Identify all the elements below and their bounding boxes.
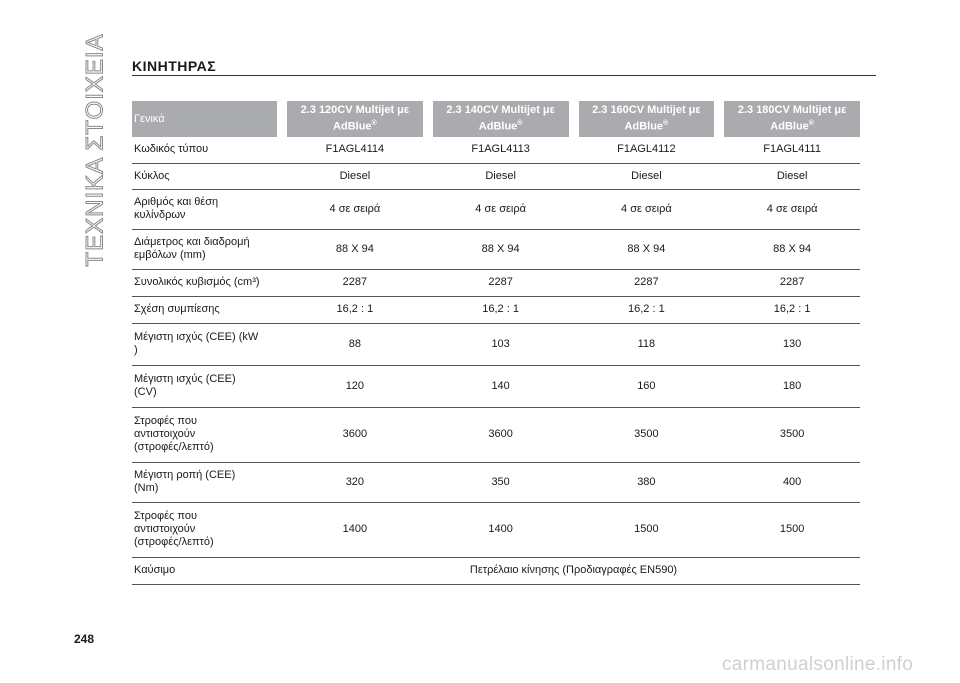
header-engine-120 <box>287 101 423 137</box>
cell-gap <box>277 407 287 462</box>
row-label: Καύσιμο <box>132 557 277 584</box>
row-label: Μέγιστη ισχύς (CEE) (CV) <box>132 365 277 407</box>
row-value: 180 <box>724 365 860 407</box>
cell-gap <box>423 229 433 269</box>
cell-gap <box>423 163 433 189</box>
row-value: 1400 <box>287 502 423 557</box>
table-row <box>132 365 860 407</box>
cell-gap <box>714 462 724 502</box>
watermark: carmanualsonline.info <box>722 654 914 675</box>
table-row <box>132 462 860 502</box>
row-value: 88 X 94 <box>724 229 860 269</box>
section-side-title-text: ΤΕΧΝΙΚΑ ΣΤΟΙΧΕΙΑ <box>82 33 109 267</box>
row-value: 103 <box>433 323 569 365</box>
row-value: 88 X 94 <box>579 229 715 269</box>
row-value: 1500 <box>724 502 860 557</box>
engine-spec-table <box>132 101 860 585</box>
table-row-fuel <box>132 557 860 584</box>
cell-gap <box>277 189 287 229</box>
registered-mark: ® <box>371 120 377 128</box>
cell-gap <box>569 296 579 323</box>
row-value: 4 σε σειρά <box>724 189 860 229</box>
header-line1: 2.3 140CV Multijet με <box>446 104 555 117</box>
cell-gap <box>714 365 724 407</box>
cell-gap <box>714 269 724 296</box>
cell-gap <box>277 269 287 296</box>
cell-gap <box>569 137 579 163</box>
header-line1: 2.3 180CV Multijet με <box>737 104 847 117</box>
row-label: Στροφές που αντιστοιχούν (στροφές/λεπτό) <box>132 502 277 557</box>
table-header-row <box>132 101 860 137</box>
cell-gap <box>569 407 579 462</box>
cell-gap <box>569 269 579 296</box>
cell-gap <box>714 229 724 269</box>
table-row <box>132 502 860 557</box>
row-value: F1AGL4113 <box>433 137 569 163</box>
row-value: 4 σε σειρά <box>287 189 423 229</box>
row-value: 16,2 : 1 <box>287 296 423 323</box>
header-line2: AdBlue <box>478 120 518 133</box>
cell-gap <box>569 163 579 189</box>
header-line2: AdBlue <box>770 120 809 133</box>
row-value: 400 <box>724 462 860 502</box>
cell-gap <box>714 502 724 557</box>
cell-gap <box>423 502 433 557</box>
cell-gap <box>423 269 433 296</box>
row-value: F1AGL4114 <box>287 137 423 163</box>
cell-gap <box>277 229 287 269</box>
cell-gap <box>277 323 287 365</box>
row-value: 320 <box>287 462 423 502</box>
row-label: Μέγιστη ισχύς (CEE) (kW ) <box>132 323 277 365</box>
table-body <box>132 137 860 584</box>
row-label: Κωδικός τύπου <box>132 137 277 163</box>
row-value: 160 <box>579 365 715 407</box>
table-row <box>132 137 860 163</box>
row-value: 1400 <box>433 502 569 557</box>
row-value: 380 <box>579 462 715 502</box>
cell-gap <box>277 163 287 189</box>
table-row <box>132 296 860 323</box>
page-title: ΚΙΝΗΤΗΡΑΣ <box>132 58 217 74</box>
row-label: Κύκλος <box>132 163 277 189</box>
cell-gap <box>569 323 579 365</box>
cell-gap <box>714 163 724 189</box>
header-line1: 2.3 160CV Multijet με <box>592 104 701 117</box>
cell-gap <box>423 407 433 462</box>
row-value: 88 X 94 <box>433 229 569 269</box>
row-value: F1AGL4111 <box>724 137 860 163</box>
row-value: 3500 <box>724 407 860 462</box>
row-value: 88 X 94 <box>287 229 423 269</box>
header-engine-180 <box>724 101 860 137</box>
row-value: 3600 <box>433 407 569 462</box>
row-value: 16,2 : 1 <box>724 296 860 323</box>
row-label: Στροφές που αντιστοιχούν (στροφές/λεπτό) <box>132 407 277 462</box>
row-value: F1AGL4112 <box>579 137 715 163</box>
row-value: Diesel <box>724 163 860 189</box>
cell-gap <box>277 365 287 407</box>
table-row <box>132 163 860 189</box>
row-value: 1500 <box>579 502 715 557</box>
cell-gap <box>277 296 287 323</box>
cell-gap <box>714 407 724 462</box>
row-value: 3600 <box>287 407 423 462</box>
table-row <box>132 229 860 269</box>
cell-gap <box>569 229 579 269</box>
row-label: Σχέση συμπίεσης <box>132 296 277 323</box>
table-row <box>132 189 860 229</box>
registered-mark: ® <box>517 120 523 128</box>
cell-gap <box>423 137 433 163</box>
header-engine-140 <box>433 101 569 137</box>
section-side-title <box>76 33 116 267</box>
cell-gap <box>277 137 287 163</box>
cell-gap <box>714 137 724 163</box>
cell-gap <box>569 502 579 557</box>
header-line2: AdBlue <box>624 120 664 133</box>
header-gap <box>569 101 579 137</box>
row-value: 88 <box>287 323 423 365</box>
cell-gap <box>423 365 433 407</box>
row-value: 16,2 : 1 <box>433 296 569 323</box>
cell-gap <box>423 296 433 323</box>
row-value: 140 <box>433 365 569 407</box>
cell-gap <box>569 462 579 502</box>
header-line2: AdBlue <box>333 120 372 133</box>
cell-gap <box>569 189 579 229</box>
cell-gap <box>277 502 287 557</box>
cell-gap <box>423 323 433 365</box>
row-value: 3500 <box>579 407 715 462</box>
header-general: Γενικά <box>132 101 277 137</box>
row-value: Diesel <box>433 163 569 189</box>
registered-mark: ® <box>808 120 814 128</box>
header-gap <box>277 101 287 137</box>
cell-gap <box>423 189 433 229</box>
row-value: 16,2 : 1 <box>579 296 715 323</box>
row-label: Μέγιστη ροπή (CEE) (Nm) <box>132 462 277 502</box>
registered-mark: ® <box>663 120 669 128</box>
row-value: 2287 <box>724 269 860 296</box>
page-number: 248 <box>74 632 95 646</box>
cell-gap <box>423 462 433 502</box>
cell-gap <box>714 296 724 323</box>
header-gap <box>423 101 433 137</box>
row-value: Diesel <box>287 163 423 189</box>
row-value: 130 <box>724 323 860 365</box>
header-gap <box>714 101 724 137</box>
row-value: 2287 <box>433 269 569 296</box>
row-value: 2287 <box>287 269 423 296</box>
table-row <box>132 323 860 365</box>
row-label: Αριθμός και θέση κυλίνδρων <box>132 189 277 229</box>
row-value: 4 σε σειρά <box>579 189 715 229</box>
cell-gap <box>277 462 287 502</box>
table-row <box>132 269 860 296</box>
table-row <box>132 407 860 462</box>
cell-gap <box>714 323 724 365</box>
row-value: Diesel <box>579 163 715 189</box>
row-value: 120 <box>287 365 423 407</box>
header-line1: 2.3 120CV Multijet με <box>300 104 410 117</box>
cell-gap <box>277 557 287 584</box>
row-value: 4 σε σειρά <box>433 189 569 229</box>
cell-gap <box>569 365 579 407</box>
row-value: 2287 <box>579 269 715 296</box>
title-divider <box>132 75 876 76</box>
header-engine-160 <box>579 101 715 137</box>
row-label: Διάμετρος και διαδρομή εμβόλων (mm) <box>132 229 277 269</box>
cell-gap <box>714 189 724 229</box>
row-label: Συνολικός κυβισμός (cm³) <box>132 269 277 296</box>
row-value: 118 <box>579 323 715 365</box>
row-value: 350 <box>433 462 569 502</box>
fuel-value: Πετρέλαιο κίνησης (Προδιαγραφές EN590) <box>287 557 860 584</box>
